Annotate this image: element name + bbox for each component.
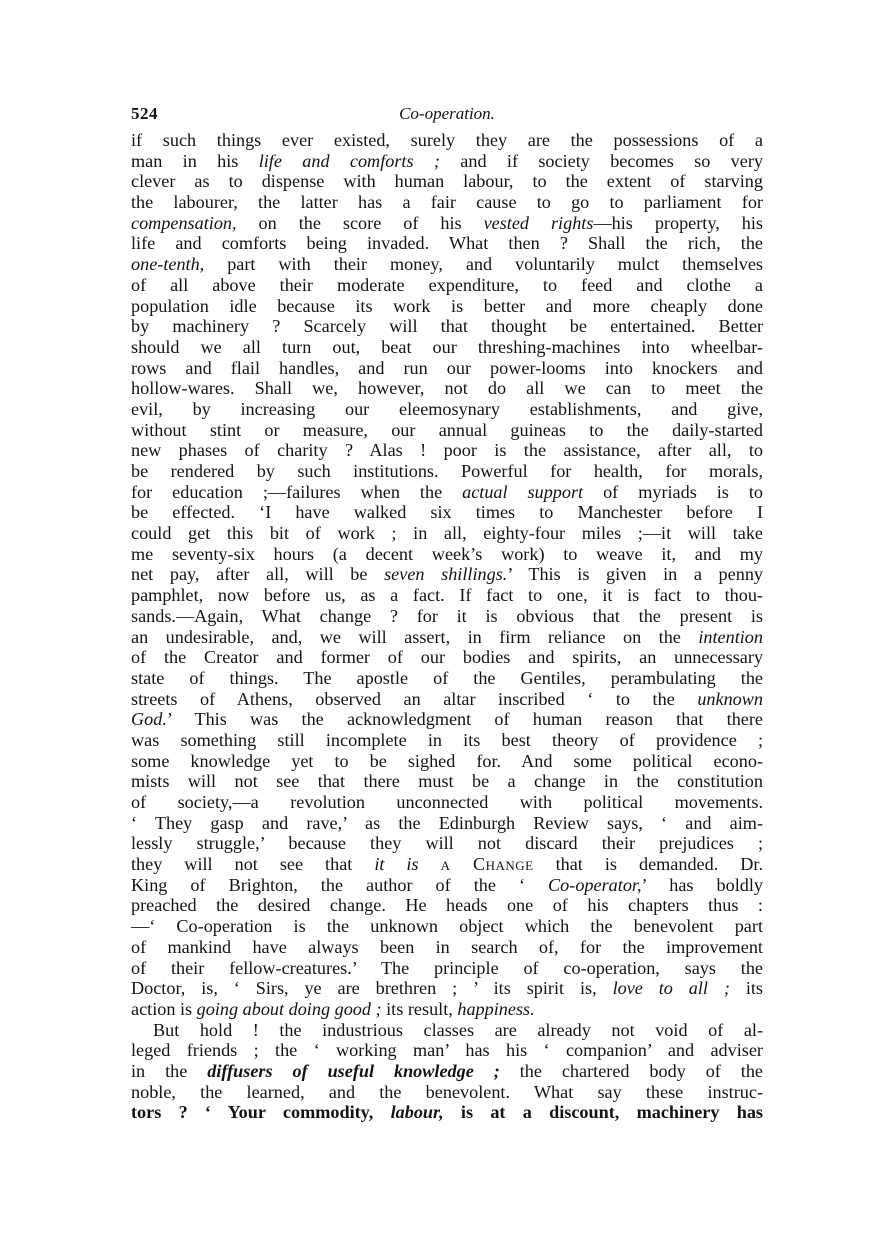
page-number: 524 bbox=[131, 104, 158, 123]
text-line: of all above their moderate expenditure, to feed and clothe a bbox=[131, 274, 763, 295]
document-page bbox=[131, 104, 763, 1123]
text-line: streets of Athens, observed an altar inscribed ‘ to the unknown bbox=[131, 688, 763, 709]
running-head bbox=[131, 104, 763, 128]
text-line: King of Brighton, the author of the ‘ Co-operator,’ has boldly bbox=[131, 874, 763, 895]
text-line: new phases of charity ? Alas ! poor is the assistance, after all, to bbox=[131, 440, 763, 461]
text-line: one-tenth, part with their money, and voluntarily mulct themselves bbox=[131, 254, 763, 275]
text-line: mists will not see that there must be a change in the constitution bbox=[131, 771, 763, 792]
text-line: some knowledge yet to be sighed for. And some political econo- bbox=[131, 750, 763, 771]
text-line: man in his life and comforts ; and if society becomes so very bbox=[131, 150, 763, 171]
text-line: in the diffusers of useful knowledge ; the chartered body of the bbox=[131, 1060, 763, 1081]
text-line: God.’ This was the acknowledgment of human reason that there bbox=[131, 709, 763, 730]
text-line: pamphlet, now before us, as a fact. If fact to one, it is fact to thou- bbox=[131, 585, 763, 606]
text-line: for education ;—failures when the actual support of myriads is to bbox=[131, 481, 763, 502]
text-line: net pay, after all, will be seven shillings.’ This is given in a penny bbox=[131, 564, 764, 585]
text-line: was something still incomplete in its best theory of providence ; bbox=[131, 729, 763, 750]
text-line: lessly struggle,’ because they will not discard their prejudices ; bbox=[131, 833, 763, 854]
text-line: could get this bit of work ; in all, eighty-four miles ;—it will take bbox=[131, 523, 763, 544]
text-line: —‘ Co-operation is the unknown object which the benevolent part bbox=[131, 916, 763, 937]
text-line: should we all turn out, beat our threshing-machines into wheelbar- bbox=[131, 336, 763, 357]
text-line: population idle because its work is better and more cheaply done bbox=[131, 295, 763, 316]
text-line: me seventy-six hours (a decent week’s work) to weave it, and my bbox=[131, 543, 763, 564]
text-line: by machinery ? Scarcely will that thought be entertained. Better bbox=[131, 316, 763, 337]
text-line: the labourer, the latter has a fair cause to go to parliament for bbox=[131, 192, 763, 213]
text-line: life and comforts being invaded. What then ? Shall the rich, the bbox=[131, 233, 763, 254]
text-line: of mankind have always been in search of, for the improvement bbox=[131, 936, 763, 957]
text-line: rows and flail handles, and run our power-looms into knockers and bbox=[131, 357, 763, 378]
text-line: without stint or measure, our annual guineas to the daily-started bbox=[131, 419, 763, 440]
text-line: be rendered by such institutions. Powerful for health, for morals, bbox=[131, 461, 763, 481]
text-line: compensation, on the score of his vested rights—his property, his bbox=[131, 212, 763, 233]
text-line: action is going about doing good ; its result, happiness. bbox=[131, 998, 535, 1019]
running-title: Co-operation. bbox=[399, 104, 495, 123]
text-line: of society,—a revolution unconnected with political movements. bbox=[131, 792, 763, 812]
text-line: leged friends ; the ‘ working man’ has his ‘ companion’ and adviser bbox=[131, 1040, 763, 1061]
text-line: preached the desired change. He heads one of his chapters thus : bbox=[131, 895, 763, 916]
text-line: be effected. ‘I have walked six times to Manchester before I bbox=[131, 502, 763, 523]
text-line: they will not see that it is a Change that is demanded. Dr. bbox=[131, 854, 763, 875]
text-line: noble, the learned, and the benevolent. What say these instruc- bbox=[131, 1081, 763, 1102]
text-line: sands.—Again, What change ? for it is obvious that the present is bbox=[131, 605, 763, 626]
text-line: hollow-wares. Shall we, however, not do all we can to meet the bbox=[131, 378, 763, 399]
text-line: clever as to dispense with human labour, to the extent of starving bbox=[131, 171, 763, 192]
paragraph-start-line: But hold ! the industrious classes are already not void of al- bbox=[153, 1019, 763, 1040]
text-line: if such things ever existed, surely they are the possessions of a bbox=[131, 130, 763, 150]
text-line: an undesirable, and, we will assert, in firm reliance on the intention bbox=[131, 626, 763, 647]
text-line: ‘ They gasp and rave,’ as the Edinburgh Review says, ‘ and aim- bbox=[131, 812, 763, 833]
text-line: evil, by increasing our eleemosynary establishments, and give, bbox=[131, 398, 763, 419]
text-line: Doctor, is, ‘ Sirs, ye are brethren ; ’ its spirit is, love to all ; its bbox=[131, 978, 764, 999]
text-line: state of things. The apostle of the Gentiles, perambulating the bbox=[131, 667, 763, 688]
body-text bbox=[131, 130, 763, 1123]
text-line: of their fellow-creatures.’ The principle of co-operation, says the bbox=[131, 957, 763, 978]
text-line: tors ? ‘ Your commodity, labour, is at a discount, machinery has bbox=[131, 1102, 763, 1123]
text-line: of the Creator and former of our bodies and spirits, an unnecessary bbox=[131, 647, 763, 668]
